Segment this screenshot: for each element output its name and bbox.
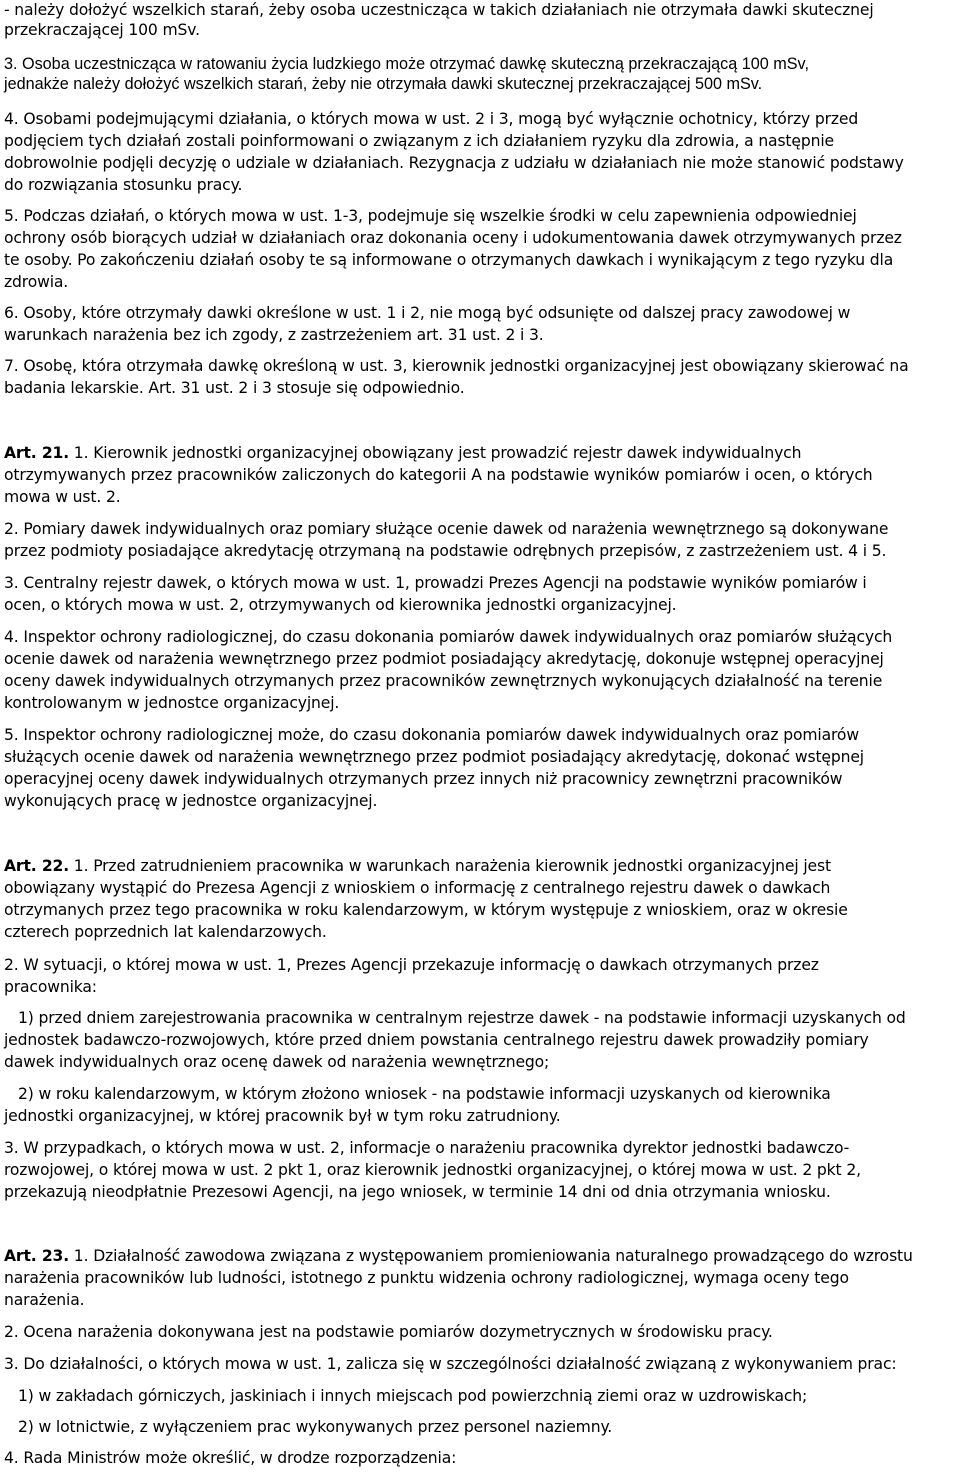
text-line: 5. Inspektor ochrony radiologicznej może, do czasu dokonania pomiarów dawek indywidualnych oraz pomiarów	[4, 726, 859, 744]
text-line: wykonujących pracę w jednostce organizacyjnej.	[4, 792, 378, 810]
text-line: 2. Pomiary dawek indywidualnych oraz pomiary służące ocenie dawek od narażenia wewnętrznego są dokonywane	[4, 520, 889, 538]
article-heading: Art. 23.	[4, 1247, 69, 1265]
text-line: te osoby. Po zakończeniu działań osoby te są informowane o otrzymanych dawkach i wynikającym z tego ryzyku dla	[4, 251, 894, 269]
text-line: podjęciem tych działań zostali poinformowani o związanym z ich działaniem ryzyku dla zdrowia, a następnie	[4, 132, 834, 150]
text-line: ochrony osób biorących udział w działaniach oraz dokonania oceny i udokumentowania dawek otrzymywanych przez	[4, 229, 902, 247]
text-line: otrzymanych przez tego pracownika w roku kalendarzowym, w którym występuje z wnioskiem, oraz w okresie	[4, 901, 848, 919]
text-line: 7. Osobę, która otrzymała dawkę określoną w ust. 3, kierownik jednostki organizacyjnej jest obowiązany skierować na	[4, 357, 909, 375]
text-fragment: 1. Kierownik jednostki organizacyjnej obowiązany jest prowadzić rejestr dawek indywidualnych	[69, 444, 802, 462]
text-line: rozwojowej, o której mowa w ust. 2 pkt 1, oraz kierownik jednostki organizacyjnej, o której mowa w ust. 2 pkt 2,	[4, 1161, 861, 1179]
text-line: 4. Rada Ministrów może określić, w drodze rozporządzenia:	[4, 1449, 457, 1467]
text-line: przez podmioty posiadające akredytację otrzymaną na podstawie odrębnych przepisów, z zastrzeżeniem ust. 4 i 5.	[4, 542, 887, 560]
text-line: - należy dołożyć wszelkich starań, żeby osoba uczestnicząca w takich działaniach nie otrzymała dawki skutecznej	[4, 1, 874, 19]
text-line: obowiązany wystąpić do Prezesa Agencji z wnioskiem o informację z centralnego rejestru dawek o dawkach	[4, 879, 831, 897]
text-line: 3. W przypadkach, o których mowa w ust. 2, informacje o narażeniu pracownika dyrektor jednostki badawczo-	[4, 1139, 850, 1157]
list-item-line: 1) w zakładach górniczych, jaskiniach i innych miejscach pod powierzchnią ziemi oraz w uzdrowiskach;	[18, 1387, 808, 1405]
text-line: dobrowolnie podjęli decyzję o udziale w działaniach. Rezygnacja z udziału w działaniach nie może stanowić podstawy	[4, 154, 904, 172]
text-line: 2. W sytuacji, o której mowa w ust. 1, Prezes Agencji przekazuje informację o dawkach otrzymanych przez	[4, 956, 819, 974]
list-item-line: 2) w lotnictwie, z wyłączeniem prac wykonywanych przez personel naziemny.	[18, 1418, 613, 1436]
article-heading: Art. 22.	[4, 857, 69, 875]
text-line: 2. Ocena narażenia dokonywana jest na podstawie pomiarów dozymetrycznych w środowisku pracy.	[4, 1323, 773, 1341]
text-line: kontrolowanym w jednostce organizacyjnej.	[4, 694, 340, 712]
text-line: 4. Inspektor ochrony radiologicznej, do czasu dokonania pomiarów dawek indywidualnych oraz pomiarów służących	[4, 628, 893, 646]
text-line: jednostki organizacyjnej, w której pracownik był w tym roku zatrudniony.	[4, 1107, 561, 1125]
article-heading: Art. 21.	[4, 444, 69, 462]
article-21-first-line	[4, 443, 801, 463]
text-line: oceny dawek indywidualnych otrzymanych przez pracowników zewnętrznych wykonujących działalność na terenie	[4, 672, 883, 690]
text-line: czterech poprzednich lat kalendarzowych.	[4, 923, 327, 941]
text-line: jednostek badawczo-rozwojowych, które przed dniem powstania centralnego rejestru dawek prowadziły pomiary	[4, 1031, 869, 1049]
list-item-line: 1) przed dniem zarejestrowania pracownika w centralnym rejestrze dawek - na podstawie informacji uzyskanych od	[18, 1009, 906, 1027]
text-line: narażenia.	[4, 1291, 85, 1309]
text-line: operacyjnej oceny dawek indywidualnych otrzymanych przez innych niż pracownicy zewnętrzni pracowników	[4, 770, 843, 788]
text-line: służących ocenie dawek od narażenia wewnętrznego przez podmiot posiadający akredytację, dokonać wstępnej	[4, 748, 864, 766]
text-line: mowa w ust. 2.	[4, 488, 121, 506]
text-line: zdrowia.	[4, 273, 69, 291]
text-line: 3. Centralny rejestr dawek, o których mowa w ust. 1, prowadzi Prezes Agencji na podstawie wyników pomiarów i	[4, 574, 867, 592]
text-line: pracownika:	[4, 978, 97, 996]
text-line: przekazują nieodpłatnie Prezesowi Agencji, na jego wniosek, w terminie 14 dni od dnia otrzymania wniosku.	[4, 1183, 831, 1201]
article-23-first-line	[4, 1246, 913, 1266]
text-line: jednakże należy dołożyć wszelkich starań, żeby nie otrzymała dawki skutecznej przekraczającej 500 mSv.	[4, 75, 763, 93]
text-line: ocen, o których mowa w ust. 2, otrzymywanych od kierownika jednostki organizacyjnej.	[4, 596, 677, 614]
article-22-first-line	[4, 856, 831, 876]
text-line: ocenie dawek od narażenia wewnętrznego przez podmiot posiadający akredytację, dokonuje wstępnej operacyjnej	[4, 650, 884, 668]
text-line: narażenia pracowników lub ludności, istotnego z punktu widzenia ochrony radiologicznej, wymaga oceny tego	[4, 1269, 849, 1287]
list-item-line: 2) w roku kalendarzowym, w którym złożono wniosek - na podstawie informacji uzyskanych od kierownika	[18, 1085, 831, 1103]
text-line: 6. Osoby, które otrzymały dawki określone w ust. 1 i 2, nie mogą być odsunięte od dalszej pracy zawodowej w	[4, 304, 851, 322]
text-line: 3. Osoba uczestnicząca w ratowaniu życia ludzkiego może otrzymać dawkę skuteczną przekraczającą 100 mSv,	[4, 55, 809, 73]
text-line: warunkach narażenia bez ich zgody, z zastrzeżeniem art. 31 ust. 2 i 3.	[4, 326, 544, 344]
text-line: 3. Do działalności, o których mowa w ust. 1, zalicza się w szczególności działalność związaną z wykonywaniem prac:	[4, 1355, 897, 1373]
text-line: otrzymywanych przez pracowników zaliczonych do kategorii A na podstawie wyników pomiarów i ocen, o których	[4, 466, 873, 484]
text-line: 4. Osobami podejmującymi działania, o których mowa w ust. 2 i 3, mogą być wyłącznie ochotnicy, którzy przed	[4, 110, 859, 128]
text-fragment: 1. Działalność zawodowa związana z występowaniem promieniowania naturalnego prowadzącego do wzrostu	[69, 1247, 913, 1265]
text-line: 5. Podczas działań, o których mowa w ust. 1-3, podejmuje się wszelkie środki w celu zapewnienia odpowiedniej	[4, 207, 857, 225]
text-fragment: 1. Przed zatrudnieniem pracownika w warunkach narażenia kierownik jednostki organizacyjnej jest	[69, 857, 831, 875]
text-line: do rozwiązania stosunku pracy.	[4, 176, 243, 194]
text-line: dawek indywidualnych oraz ocenę dawek od narażenia wewnętrznego;	[4, 1053, 550, 1071]
text-line: badania lekarskie. Art. 31 ust. 2 i 3 stosuje się odpowiednio.	[4, 379, 465, 397]
text-line: przekraczającej 100 mSv.	[4, 21, 200, 39]
